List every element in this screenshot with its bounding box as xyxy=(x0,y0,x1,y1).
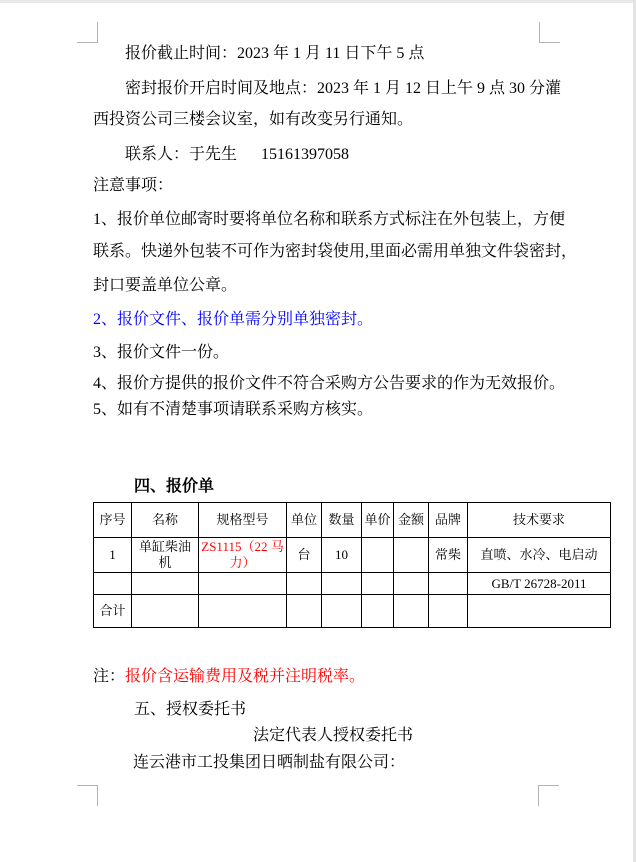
crop-mark-top-left xyxy=(77,22,98,43)
cell-brand: 常柴 xyxy=(429,538,468,573)
footnote-red-text: 报价含运输费用及税并注明税率。 xyxy=(125,668,366,685)
cell-name: 单缸柴油机 xyxy=(132,538,199,573)
line-note2: 2、报价文件、报价单需分别单独密封。 xyxy=(93,311,374,328)
line-contact: 联系人：于先生 15161397058 xyxy=(125,146,350,163)
cell-empty xyxy=(394,573,429,595)
cell-empty xyxy=(429,595,468,628)
line-note1-2: 联系。快递外包装不可作为密封袋使用,里面必需用单独文件袋密封， xyxy=(93,243,578,260)
table-header-row xyxy=(94,503,611,538)
section4-heading: 四、报价单 xyxy=(134,478,215,495)
line-note4: 4、报价方提供的报价文件不符合采购方公告要求的作为无效报价。 xyxy=(93,375,566,392)
company-line: 连云港市工投集团日晒制盐有限公司： xyxy=(133,754,406,771)
line-note5: 5、如有不清楚事项请联系采购方核实。 xyxy=(93,401,374,418)
cell-qty: 10 xyxy=(322,538,362,573)
header-cell-qty: 数量 xyxy=(322,503,362,538)
table-row-item xyxy=(94,538,611,573)
quotation-table xyxy=(93,502,611,628)
cell-empty xyxy=(132,573,199,595)
footnote-line xyxy=(93,667,365,687)
cell-empty xyxy=(132,595,199,628)
cell-empty xyxy=(362,595,394,628)
header-cell-index: 序号 xyxy=(94,503,132,538)
header-cell-tech: 技术要求 xyxy=(468,503,611,538)
table-row-standard xyxy=(94,573,611,595)
header-cell-amount: 金额 xyxy=(394,503,429,538)
header-cell-brand: 品牌 xyxy=(429,503,468,538)
cell-empty xyxy=(429,573,468,595)
line-note3: 3、报价文件一份。 xyxy=(93,344,230,361)
cell-empty xyxy=(394,595,429,628)
line-note1-3: 封口要盖单位公章。 xyxy=(93,277,238,294)
cell-tech: 直喷、水冷、电启动 xyxy=(468,538,611,573)
table-row-total xyxy=(94,595,611,628)
cell-empty xyxy=(199,573,287,595)
cell-empty xyxy=(287,595,322,628)
page-top-edge xyxy=(0,0,636,3)
section5-heading: 五、授权委托书 xyxy=(134,701,247,718)
cell-index: 1 xyxy=(94,538,132,573)
crop-mark-bottom-left xyxy=(77,785,98,806)
cell-empty xyxy=(94,573,132,595)
header-cell-price: 单价 xyxy=(362,503,394,538)
header-cell-unit: 单位 xyxy=(287,503,322,538)
footnote-label: 注： xyxy=(93,668,126,685)
crop-mark-top-right xyxy=(539,22,560,43)
cell-empty xyxy=(287,573,322,595)
cell-empty xyxy=(322,573,362,595)
cell-amount xyxy=(394,538,429,573)
line-opening-2: 西投资公司三楼会议室，如有改变另行通知。 xyxy=(93,111,414,128)
cell-price xyxy=(362,538,394,573)
cell-empty xyxy=(362,573,394,595)
line-deadline: 报价截止时间：2023 年 1 月 11 日下午 5 点 xyxy=(125,45,425,62)
poa-title: 法定代表人授权委托书 xyxy=(252,727,413,744)
cell-model: ZS1115（22 马力） xyxy=(199,538,287,573)
header-cell-model: 规格型号 xyxy=(199,503,287,538)
cell-empty xyxy=(322,595,362,628)
line-note1-1: 1、报价单位邮寄时要将单位名称和联系方式标注在外包装上，方便 xyxy=(93,211,566,228)
cell-empty xyxy=(199,595,287,628)
crop-mark-bottom-right xyxy=(538,785,559,806)
header-cell-name: 名称 xyxy=(132,503,199,538)
cell-total-label: 合计 xyxy=(94,595,132,628)
cell-standard: GB/T 26728-2011 xyxy=(468,573,611,595)
cell-empty xyxy=(468,595,611,628)
line-opening-1: 密封报价开启时间及地点：2023 年 1 月 12 日上午 9 点 30 分灌 xyxy=(125,80,562,97)
cell-unit: 台 xyxy=(287,538,322,573)
line-notes-title: 注意事项： xyxy=(93,177,174,194)
